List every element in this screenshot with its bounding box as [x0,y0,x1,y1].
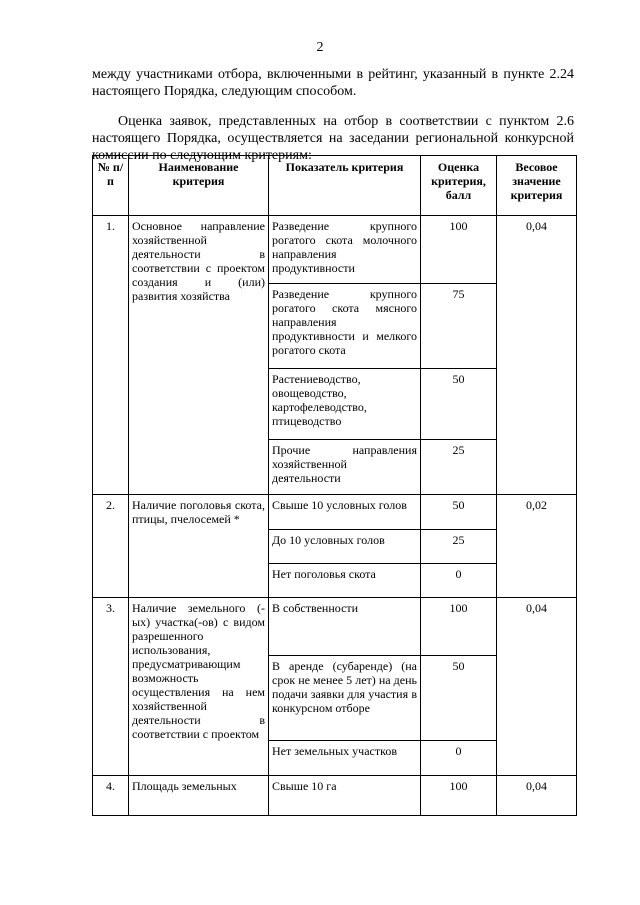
weight-cell: 0,02 [497,495,577,598]
score-cell: 75 [421,284,497,369]
table-row [93,216,577,284]
criterion-name: Наличие земельного (-ых) участка(-ов) с видом разрешенного использования, предусматривающим возможность осуществления на нем хозяйственной деятельности в соответствии с проектом [129,598,269,776]
paragraph-continuation [92,66,574,100]
indicator-cell: В собственности [269,598,421,656]
weight-cell: 0,04 [497,776,577,816]
header-name: Наименование критерия [129,156,269,216]
header-num: № п/п [93,156,129,216]
indicator-cell: Нет земельных участков [269,741,421,776]
row-number: 4. [93,776,129,816]
indicator-cell: Свыше 10 га [269,776,421,816]
row-number: 1. [93,216,129,495]
indicator-cell: В аренде (субаренде) (на срок не менее 5 лет) на день подачи заявки для участия в конкурсном отборе [269,656,421,741]
criterion-name: Площадь земельных [129,776,269,816]
score-cell: 25 [421,530,497,564]
weight-cell: 0,04 [497,598,577,776]
row-number: 2. [93,495,129,598]
header-weight: Весовое значение критерия [497,156,577,216]
criterion-name: Наличие поголовья скота, птицы, пчелосемей * [129,495,269,598]
paragraph-text: между участниками отбора, включенными в рейтинг, указанный в пункте 2.24 настоящего Порядка, следующим способом. [92,67,574,99]
criteria-table [92,155,577,816]
indicator-cell: Прочие направления хозяйственной деятельности [269,440,421,495]
table-row [93,776,577,816]
weight-cell: 0,04 [497,216,577,495]
score-cell: 100 [421,776,497,816]
indicator-cell: Растениеводство, овощеводство, картофелеводство, птицеводство [269,369,421,440]
row-number: 3. [93,598,129,776]
indicator-cell: Разведение крупного рогатого скота молочного направления продуктивности [269,216,421,284]
score-cell: 50 [421,369,497,440]
header-indicator: Показатель критерия [269,156,421,216]
indicator-cell: Нет поголовья скота [269,564,421,598]
score-cell: 100 [421,216,497,284]
table-header-row [93,156,577,216]
score-cell: 100 [421,598,497,656]
indicator-cell: До 10 условных голов [269,530,421,564]
score-cell: 50 [421,495,497,530]
score-cell: 50 [421,656,497,741]
score-cell: 0 [421,564,497,598]
indicator-cell: Свыше 10 условных голов [269,495,421,530]
table-row [93,598,577,656]
score-cell: 0 [421,741,497,776]
score-cell: 25 [421,440,497,495]
table-row [93,495,577,530]
page-number: 2 [316,40,324,55]
paragraph-text: Оценка заявок, представленных на отбор в соответствии с пунктом 2.6 настоящего Порядка, осуществляется на заседании региональной конкурсной комиссии по следующим критериям: [92,114,574,163]
indicator-cell: Разведение крупного рогатого скота мясного направления продуктивности и мелкого рогатого скота [269,284,421,369]
criterion-name: Основное направление хозяйственной деятельности в соответствии с проектом создания и (или) развития хозяйства [129,216,269,495]
header-score: Оценка критерия, балл [421,156,497,216]
